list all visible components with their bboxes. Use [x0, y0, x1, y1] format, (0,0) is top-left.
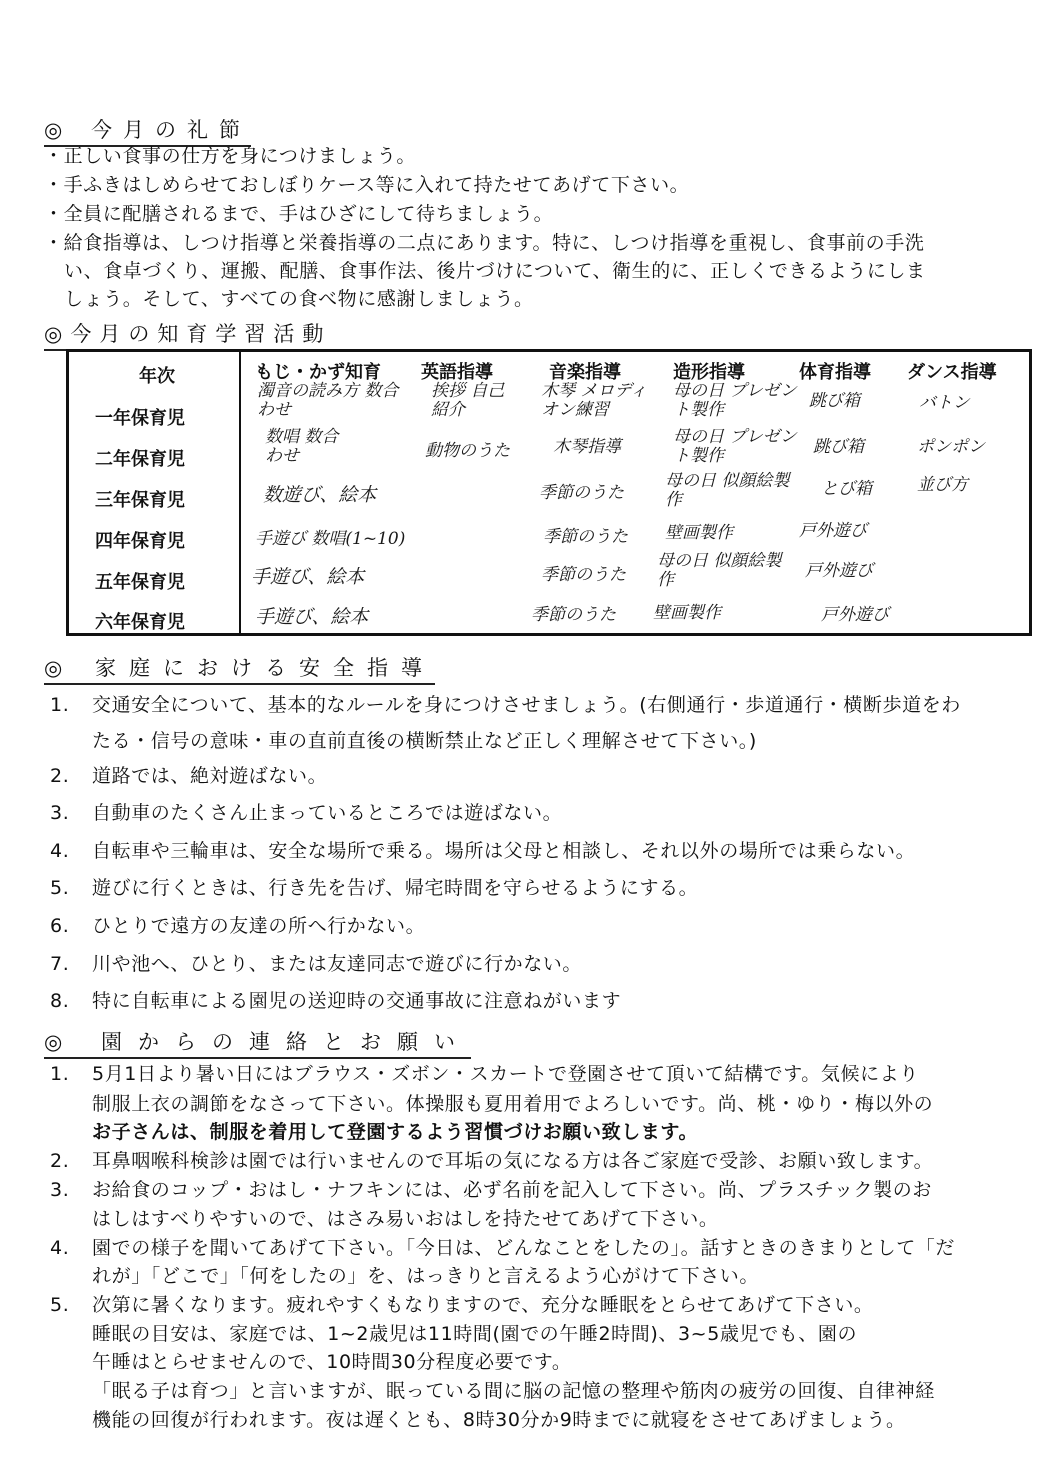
table-cell-zokei: 母の日 似顔絵製作: [657, 551, 782, 590]
item-number: 2.: [50, 765, 70, 787]
table-cell-dance: ポンポン: [917, 437, 985, 457]
table-cell-zokei: 母の日 似顔絵製作: [665, 471, 790, 510]
notice-item: 午睡はとらせませんので、10時間30分程度必要です。: [92, 1351, 572, 1373]
table-cell-taiiku: 戸外遊び: [805, 561, 873, 581]
table-header-moji: もじ・かず知育: [255, 362, 381, 383]
item-number: 4.: [50, 1237, 70, 1259]
table-cell-moji: 手遊び 数唱(1~10): [255, 529, 406, 549]
manners-item: ・給食指導は、しつけ指導と栄養指導の二点にあります。特に、しつけ指導を重視し、食事前の手洗: [44, 232, 925, 254]
safety-item: [50, 799, 562, 827]
item-number: 5.: [50, 877, 70, 899]
table-cell-moji: 手遊び、絵本: [251, 566, 365, 588]
item-text: 自転車や三輪車は、安全な場所で乗る。場所は父母と相談し、それ以外の場所では乗らない。: [92, 840, 916, 862]
safety-item: たる・信号の意味・車の直前直後の横断禁止など正しく理解させて下さい。): [92, 730, 757, 752]
table-cell-taiiku: 跳び箱: [813, 437, 864, 457]
notice-item: 睡眠の目安は、家庭では、1~2歳児は11時間(園での午睡2時間)、3~5歳児でも、園の: [92, 1323, 858, 1345]
manners-item: ・全員に配膳されるまで、手はひざにして待ちましょう。: [44, 203, 554, 225]
section-heading-learning: ◎今月の知育学習活動: [44, 318, 331, 351]
item-text: ひとりで遠方の友達の所へ行かない。: [92, 915, 426, 937]
table-cell-eigo: 挨拶 自己紹介: [431, 381, 505, 420]
item-text: 交通安全について、基本的なルールを身につけさせましょう。(右側通行・歩道通行・横断歩道をわ: [92, 694, 961, 716]
item-number: 3.: [50, 1179, 70, 1201]
table-cell-zokei: 母の日 プレゼント製作: [673, 427, 797, 466]
table-cell-moji: 数唱 数合わせ: [265, 427, 339, 466]
table-row-year: 四年保育児: [95, 531, 185, 552]
manners-item: い、食卓づくり、運搬、配膳、食事作法、後片づけについて、衛生的に、正しくできるようにしま: [64, 260, 926, 282]
table-row-year: 三年保育児: [95, 490, 185, 511]
item-number: 7.: [50, 953, 70, 975]
table-cell-moji: 濁音の読み方 数合わせ: [257, 381, 399, 420]
item-number: 2.: [50, 1150, 70, 1172]
table-cell-zokei: 母の日 プレゼント製作: [673, 381, 797, 420]
safety-item: [50, 912, 425, 940]
section-heading-safety: ◎ 家庭における安全指導: [44, 652, 435, 685]
table-cell-ongaku: 季節のうた: [531, 605, 616, 625]
table-header-zokei: 造形指導: [673, 362, 745, 383]
notice-item: [50, 1147, 933, 1175]
safety-item: [50, 762, 327, 790]
table-cell-ongaku: 木琴指導: [553, 437, 621, 457]
table-row-year: 一年保育児: [95, 408, 185, 429]
table-cell-ongaku: 木琴 メロディオン練習: [541, 381, 648, 420]
item-text: 特に自転車による園児の送迎時の交通事故に注意ねがいます: [92, 990, 622, 1012]
safety-item: [50, 874, 698, 902]
table-cell-taiiku: 戸外遊び: [799, 521, 867, 541]
table-cell-taiiku: 戸外遊び: [821, 605, 889, 625]
notice-item: [50, 1176, 932, 1204]
table-cell-eigo: 動物のうた: [425, 441, 510, 461]
table-row-year: 六年保育児: [95, 612, 185, 633]
learning-activity-table: [66, 349, 1032, 636]
table-header-eigo: 英語指導: [421, 362, 493, 383]
manners-item: しょう。そして、すべての食べ物に感謝しましょう。: [64, 288, 534, 310]
table-row-year: 五年保育児: [95, 572, 185, 593]
table-cell-dance: バトン: [919, 393, 970, 413]
item-text: 5月1日より暑い日にはブラウス・ズボン・スカートで登園させて頂いて結構です。気候により: [92, 1063, 919, 1085]
table-cell-taiiku: 跳び箱: [809, 391, 860, 411]
item-text: 園での様子を聞いてあげて下さい。「今日は、どんなことをしたの」。話すときのきまりとして「だ: [92, 1237, 956, 1259]
table-cell-taiiku: とび箱: [821, 479, 872, 499]
section-heading-manners: ◎ 今月の礼節: [44, 114, 251, 147]
item-number: 4.: [50, 840, 70, 862]
notice-item: [50, 1291, 874, 1319]
table-cell-zokei: 壁画製作: [665, 523, 733, 543]
notice-item: 制服上衣の調節をなさって下さい。体操服も夏用着用でよろしいです。尚、桃・ゆり・梅以外の: [92, 1093, 934, 1115]
item-number: 1.: [50, 694, 70, 716]
item-text: 遊びに行くときは、行き先を告げ、帰宅時間を守らせるようにする。: [92, 877, 699, 899]
table-cell-ongaku: 季節のうた: [539, 483, 624, 503]
table-row-year: 二年保育児: [95, 449, 185, 470]
table-cell-moji: 手遊び、絵本: [255, 606, 369, 628]
item-number: 6.: [50, 915, 70, 937]
safety-item: [50, 691, 961, 719]
safety-item: [50, 837, 915, 865]
safety-item: [50, 950, 582, 978]
item-number: 5.: [50, 1294, 70, 1316]
item-text: 川や池へ、ひとり、または友達同志で遊びに行かない。: [92, 953, 583, 975]
item-text: 道路では、絶対遊ばない。: [92, 765, 328, 787]
item-text: 次第に暑くなります。疲れやすくもなりますので、充分な睡眠をとらせてあげて下さい。: [92, 1294, 874, 1316]
manners-item: ・手ふきはしめらせておしぼりケース等に入れて持たせてあげて下さい。: [44, 174, 690, 196]
table-header-ongaku: 音楽指導: [549, 362, 621, 383]
notice-item: [50, 1060, 919, 1088]
table-cell-zokei: 壁画製作: [653, 603, 721, 623]
item-number: 3.: [50, 802, 70, 824]
notice-item: 「眠る子は育つ」と言いますが、眠っている間に脳の記憶の整理や筋肉の疲労の回復、自律神経: [92, 1380, 935, 1402]
table-cell-moji: 数遊び、絵本: [263, 484, 377, 506]
table-column-divider: [239, 352, 241, 633]
table-header-dance: ダンス指導: [907, 362, 997, 383]
notice-item: お子さんは、制服を着用して登園するよう習慣づけお願い致します。: [92, 1121, 699, 1143]
table-cell-ongaku: 季節のうた: [543, 527, 628, 547]
notice-item: [50, 1234, 955, 1262]
table-cell-dance: 並び方: [917, 475, 968, 495]
item-number: 1.: [50, 1063, 70, 1085]
section-heading-notices: ◎ 園からの連絡とお願い: [44, 1026, 471, 1059]
table-cell-ongaku: 季節のうた: [541, 565, 626, 585]
table-header-taiiku: 体育指導: [799, 362, 871, 383]
item-text: 耳鼻咽喉科検診は園では行いませんので耳垢の気になる方は各ご家庭で受診、お願い致します。: [92, 1150, 934, 1172]
notice-item: はしはすべりやすいので、はさみ易いおはしを持たせてあげて下さい。: [92, 1208, 719, 1230]
item-number: 8.: [50, 990, 70, 1012]
item-text: お給食のコップ・おはし・ナフキンには、必ず名前を記入して下さい。尚、プラスチック製のお: [92, 1179, 932, 1201]
notice-item: れが」「どこで」「何をしたの」を、はっきりと言えるよう心がけて下さい。: [92, 1265, 760, 1287]
notice-item: 機能の回復が行われます。夜は遅くとも、8時30分か9時までに就寝をさせてあげましょう。: [92, 1409, 906, 1431]
item-text: 自動車のたくさん止まっているところでは遊ばない。: [92, 802, 563, 824]
safety-item: [50, 987, 621, 1015]
manners-item: ・正しい食事の仕方を身につけましょう。: [44, 145, 417, 167]
table-header-year: 年次: [139, 366, 175, 387]
